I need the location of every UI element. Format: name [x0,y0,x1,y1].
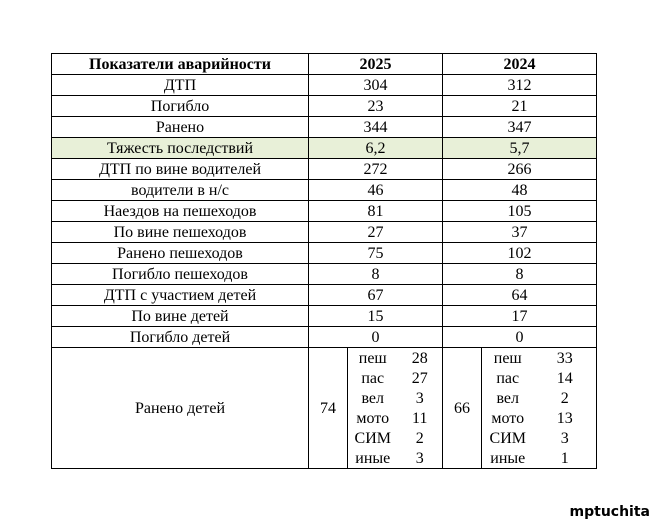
row-value-2024: 347 [443,117,597,138]
accident-stats-table [51,53,597,469]
row-value-2024: 0 [443,327,597,348]
row-label: Погибло [52,96,309,117]
table-row [52,327,597,348]
row-value-2024: 21 [443,96,597,117]
row-label: ДТП по вине водителей [52,159,309,180]
header-year-2024: 2024 [443,54,597,75]
row-value-2025: 272 [309,159,443,180]
table-row [52,264,597,285]
row-label: Ранено [52,117,309,138]
row-value-2024: 8 [443,264,597,285]
breakdown-value-2025: 28 [398,348,443,369]
children-injured-subrow [52,348,597,369]
breakdown-category-2025: вел [348,388,398,408]
breakdown-category-2024: вел [482,388,534,408]
breakdown-value-2025: 3 [398,388,443,408]
row-value-2024: 48 [443,180,597,201]
children-injured-label: Ранено детей [52,348,309,469]
row-label: По вине детей [52,306,309,327]
breakdown-value-2025: 11 [398,408,443,428]
breakdown-category-2024: иные [482,448,534,469]
row-value-2025: 46 [309,180,443,201]
breakdown-category-2025: СИМ [348,428,398,448]
row-value-2025: 304 [309,75,443,96]
table-row [52,285,597,306]
table-row [52,201,597,222]
breakdown-value-2024: 1 [534,448,597,469]
children-injured-total-2025: 74 [309,348,348,469]
row-value-2025: 15 [309,306,443,327]
breakdown-category-2024: пас [482,368,534,388]
row-label: Ранено пешеходов [52,243,309,264]
header-year-2025: 2025 [309,54,443,75]
breakdown-value-2025: 2 [398,428,443,448]
row-value-2024: 266 [443,159,597,180]
breakdown-value-2024: 2 [534,388,597,408]
row-value-2025: 67 [309,285,443,306]
row-value-2025: 75 [309,243,443,264]
row-value-2025: 27 [309,222,443,243]
row-label: водители в н/с [52,180,309,201]
breakdown-value-2024: 13 [534,408,597,428]
row-label: ДТП с участием детей [52,285,309,306]
row-value-2024: 37 [443,222,597,243]
breakdown-category-2024: СИМ [482,428,534,448]
breakdown-category-2025: пас [348,368,398,388]
row-value-2025: 344 [309,117,443,138]
breakdown-category-2025: пеш [348,348,398,369]
breakdown-value-2025: 3 [398,448,443,469]
breakdown-category-2024: мото [482,408,534,428]
row-value-2025: 6,2 [309,138,443,159]
row-value-2025: 8 [309,264,443,285]
header-row [52,54,597,75]
header-indicator: Показатели аварийности [52,54,309,75]
table-row [52,138,597,159]
children-injured-total-2024: 66 [443,348,482,469]
row-value-2024: 64 [443,285,597,306]
watermark: mptuchita [569,504,650,520]
row-label: Наездов на пешеходов [52,201,309,222]
table-row [52,243,597,264]
row-label: ДТП [52,75,309,96]
row-value-2024: 5,7 [443,138,597,159]
row-value-2024: 102 [443,243,597,264]
row-value-2024: 17 [443,306,597,327]
table-row [52,306,597,327]
breakdown-value-2024: 33 [534,348,597,369]
breakdown-category-2025: мото [348,408,398,428]
table-row [52,180,597,201]
breakdown-category-2024: пеш [482,348,534,369]
table-row [52,159,597,180]
row-value-2025: 81 [309,201,443,222]
row-value-2025: 23 [309,96,443,117]
breakdown-value-2024: 3 [534,428,597,448]
breakdown-value-2025: 27 [398,368,443,388]
row-value-2024: 312 [443,75,597,96]
table-row [52,96,597,117]
row-value-2024: 105 [443,201,597,222]
row-label: По вине пешеходов [52,222,309,243]
table-row [52,222,597,243]
row-label: Погибло пешеходов [52,264,309,285]
table-row [52,75,597,96]
row-label: Погибло детей [52,327,309,348]
row-value-2025: 0 [309,327,443,348]
table-row [52,117,597,138]
row-label: Тяжесть последствий [52,138,309,159]
breakdown-category-2025: иные [348,448,398,469]
breakdown-value-2024: 14 [534,368,597,388]
